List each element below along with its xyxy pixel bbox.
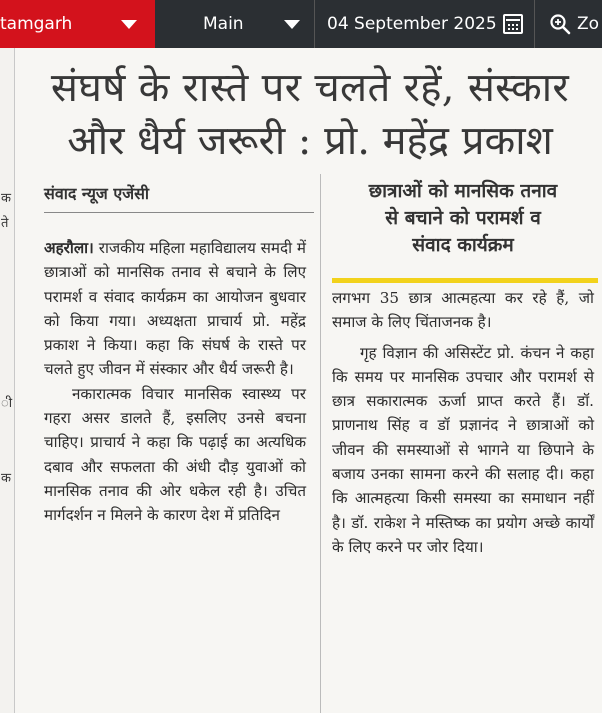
subheadline-line-2: से बचाने को परामर्श व [385,207,541,229]
article-subheadline [330,178,596,259]
zoom-in-icon [549,13,571,35]
edition-selector[interactable] [155,0,315,48]
edition-label: Main [203,14,244,34]
subheadline-line-1: छात्राओं को मानसिक तनाव [368,180,558,202]
dateline: अहरौला। [44,239,94,257]
date-picker[interactable] [315,0,535,48]
adjacent-column-edge [0,48,15,713]
article-body-right [332,286,594,565]
calendar-icon [503,14,523,34]
edition-toolbar [0,0,602,48]
chevron-down-icon [121,20,137,29]
paragraph: नकारात्मक विचार मानसिक स्वास्थ्य पर गहरा असर डालते हैं, इसलिए उनसे बचना चाहिए। प्राचार्य ने कहा कि पढ़ाई का अत्यधिक दबाव और सफलता की अंधी दौड़ युवाओं को मानसिक तनाव की ओर धकेल रही है। उचित मार्गदर्शन न मिलने के कारण देश में प्रतिदिन [44,384,306,525]
paragraph: राजकीय महिला महाविद्यालय समदी में छात्राओं को मानसिक तनाव से बचाने के लिए परामर्श व संवाद कार्यक्रम का आयोजन बुधवार को किया गया। अध्यक्षता प्राचार्य प्रो. महेंद्र प्रकाश ने किया। कहा कि संघर्ष के रास्ते पर चलते हुए जीवन में संस्कार और धैर्य जरूरी है। [44,239,307,379]
column-divider [320,174,321,713]
paragraph: लगभग 35 छात्र आत्महत्या कर रहे हैं, जो समाज के लिए चिंताजनक है। [332,289,594,332]
zoom-label: Zo [577,14,600,34]
chevron-down-icon [284,20,300,29]
paragraph: गृह विज्ञान की असिस्टेंट प्रो. कंचन ने कहा कि समय पर मानसिक उपचार और परामर्श से छात्र सकारात्मक ऊर्जा प्राप्त करते हैं। डॉ. प्राणनाथ सिंह व डॉ प्रज्ञानंद ने छात्राओं को जीवन की समस्याओं से भागने या छिपाने के बजाय उनका सामना करने की सलाह दी। कहा कि आत्महत्या किसी समस्या का समाधान नहीं है। डॉ. राकेश ने मस्तिष्क का प्रयोग अच्छे कार्यों के लिए करने पर जोर दिया। [332,343,594,556]
city-label: tamgarh [0,14,73,34]
adjacent-fragment: ी [1,396,13,411]
headline-line-1: संघर्ष के रास्ते पर चलते रहें, संस्कार [50,65,570,111]
article-headline [18,62,602,168]
adjacent-fragment: ते [1,216,9,231]
byline-divider [44,212,314,213]
zoom-button[interactable] [535,0,602,48]
news-agency-byline: संवाद न्यूज एजेंसी [44,184,150,203]
subheadline-underline [332,278,598,283]
adjacent-fragment: क [1,191,11,206]
headline-line-2: और धैर्य जरूरी : प्रो. महेंद्र प्रकाश [67,118,553,164]
epaper-clipping[interactable] [0,48,602,713]
article-body-left [44,236,306,528]
city-selector[interactable] [0,0,155,48]
date-label: 04 September 2025 [327,14,497,34]
adjacent-fragment: क [1,471,11,486]
subheadline-line-3: संवाद कार्यक्रम [412,234,514,256]
